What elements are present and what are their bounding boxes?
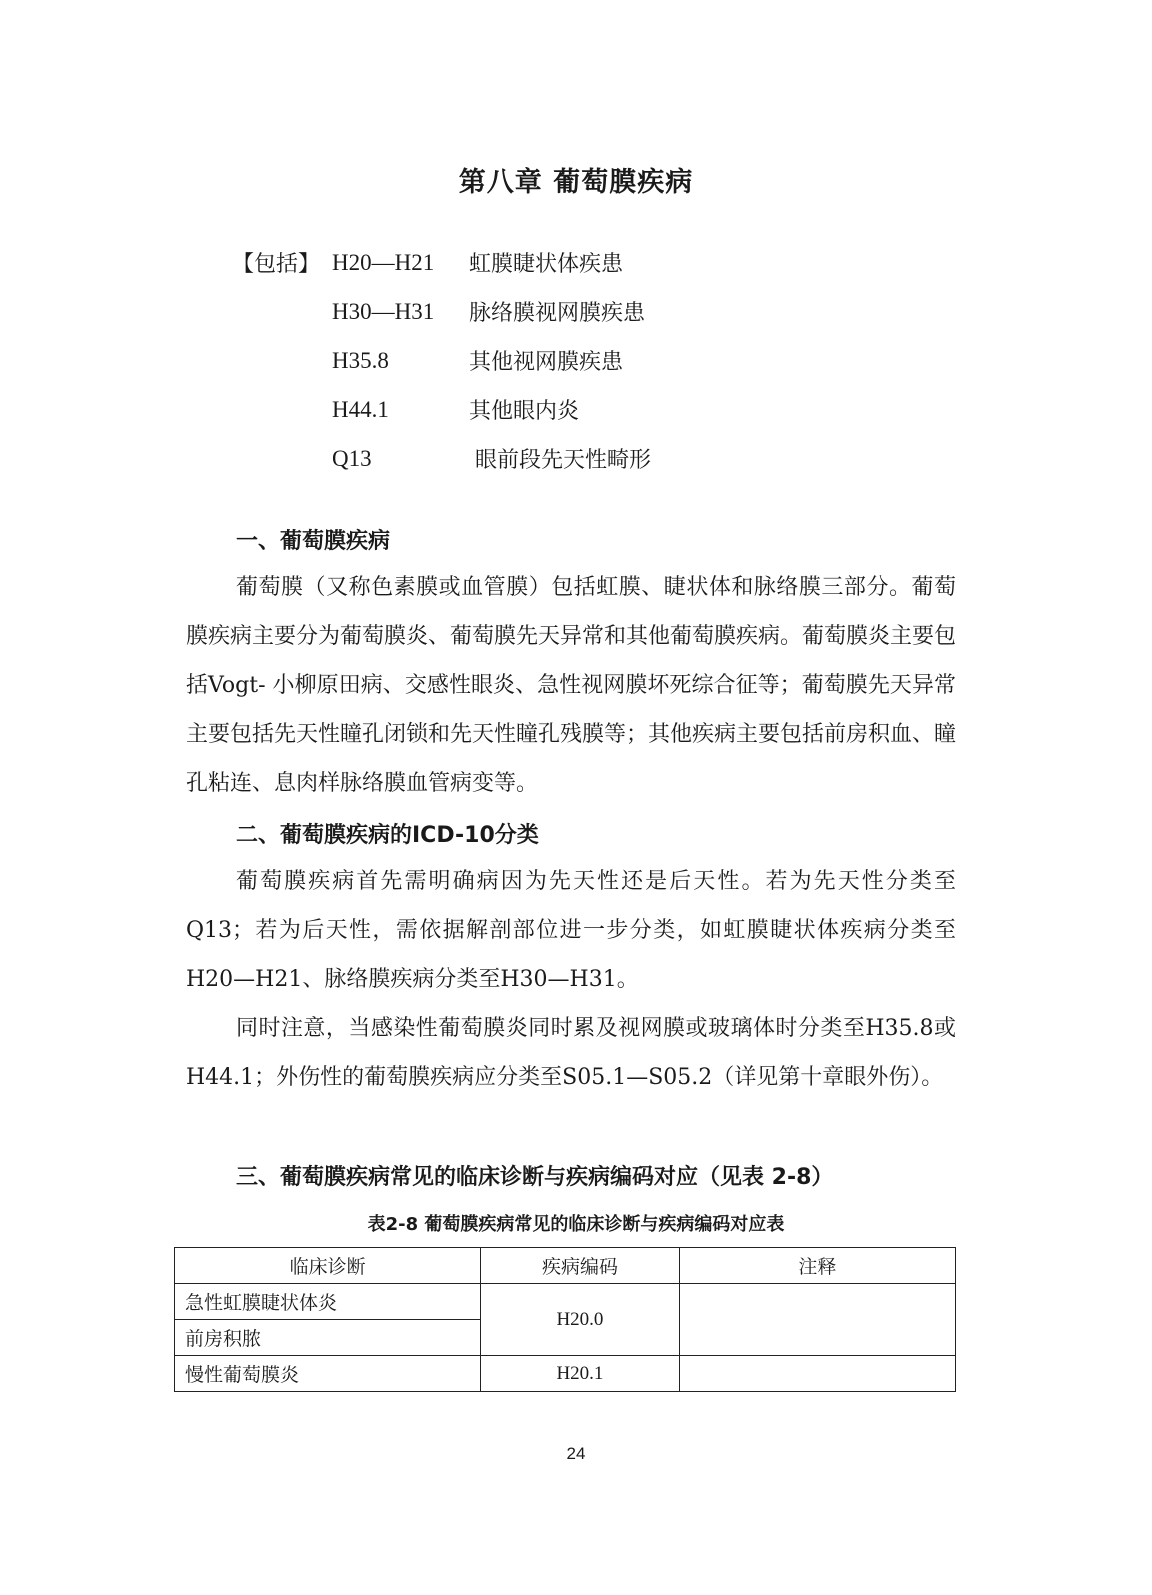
section2-paragraph-2: 同时注意，当感染性葡萄膜炎同时累及视网膜或玻璃体时分类至H35.8或H44.1；外伤性的葡萄膜疾病应分类至S05.1—S05.2（详见第十章眼外伤）。: [186, 1016, 956, 1090]
code-cell: H20.0: [481, 1284, 680, 1356]
header-diagnosis: 临床诊断: [175, 1248, 481, 1284]
code-cell: H20.1: [481, 1356, 680, 1392]
include-item: [232, 287, 651, 336]
section-heading-3: 三、葡萄膜疾病常见的临床诊断与疾病编码对应（见表 2-8）: [236, 1165, 834, 1190]
section1-paragraph: 葡萄膜（又称色素膜或血管膜）包括虹膜、睫状体和脉络膜三部分。葡萄膜疾病主要分为葡萄膜炎、葡萄膜先天异常和其他葡萄膜疾病。葡萄膜炎主要包括Vogt- 小柳原田病、交感性眼炎、急性视网膜坏死综合征等；葡萄膜先天异常主要包括先天性瞳孔闭锁和先天性瞳孔残膜等；其他疾病主要包括前房积血、瞳孔粘连、息肉样脉络膜血管病变等。: [186, 575, 957, 796]
section2-paragraph-1: 葡萄膜疾病首先需明确病因为先天性还是后天性。若为先天性分类至Q13；若为后天性，需依据解剖部位进一步分类，如虹膜睫状体疾病分类至H20—H21、脉络膜疾病分类至H30—H31。: [186, 869, 956, 992]
include-desc: 眼前段先天性畸形: [475, 448, 652, 473]
include-item: [232, 385, 651, 434]
note-cell: [679, 1284, 955, 1356]
section-heading-1: 一、葡萄膜疾病: [236, 529, 391, 554]
page-number: 24: [566, 1444, 586, 1463]
include-code: Q13: [332, 445, 372, 471]
includes-list: [232, 238, 651, 483]
diagnosis-cell: 前房积脓: [175, 1320, 481, 1356]
include-item: [232, 434, 651, 483]
include-code: H30—H31: [332, 298, 435, 324]
include-desc: 脉络膜视网膜疾患: [469, 301, 646, 326]
note-cell: [679, 1356, 955, 1392]
include-code: H35.8: [332, 347, 389, 373]
header-note: 注释: [679, 1248, 955, 1284]
section-heading-2: 二、葡萄膜疾病的ICD-10分类: [236, 823, 539, 848]
chapter-title: 第八章 葡萄膜疾病: [458, 167, 694, 198]
diagnosis-code-table: [174, 1247, 956, 1392]
table-row: [175, 1356, 956, 1392]
table-row: [175, 1284, 956, 1320]
includes-label: 【包括】: [232, 252, 321, 277]
include-desc: 其他眼内炎: [469, 399, 580, 424]
diagnosis-cell: 慢性葡萄膜炎: [175, 1356, 481, 1392]
include-desc: 其他视网膜疾患: [469, 350, 624, 375]
include-code: H44.1: [332, 396, 389, 422]
include-code: H20—H21: [332, 249, 435, 275]
diagnosis-cell: 急性虹膜睫状体炎: [175, 1284, 481, 1320]
include-item: [232, 336, 651, 385]
include-item: [232, 238, 651, 287]
table-header-row: [175, 1248, 956, 1284]
header-code: 疾病编码: [481, 1248, 680, 1284]
table-caption: 表2-8 葡萄膜疾病常见的临床诊断与疾病编码对应表: [367, 1214, 785, 1235]
include-desc: 虹膜睫状体疾患: [469, 252, 624, 277]
